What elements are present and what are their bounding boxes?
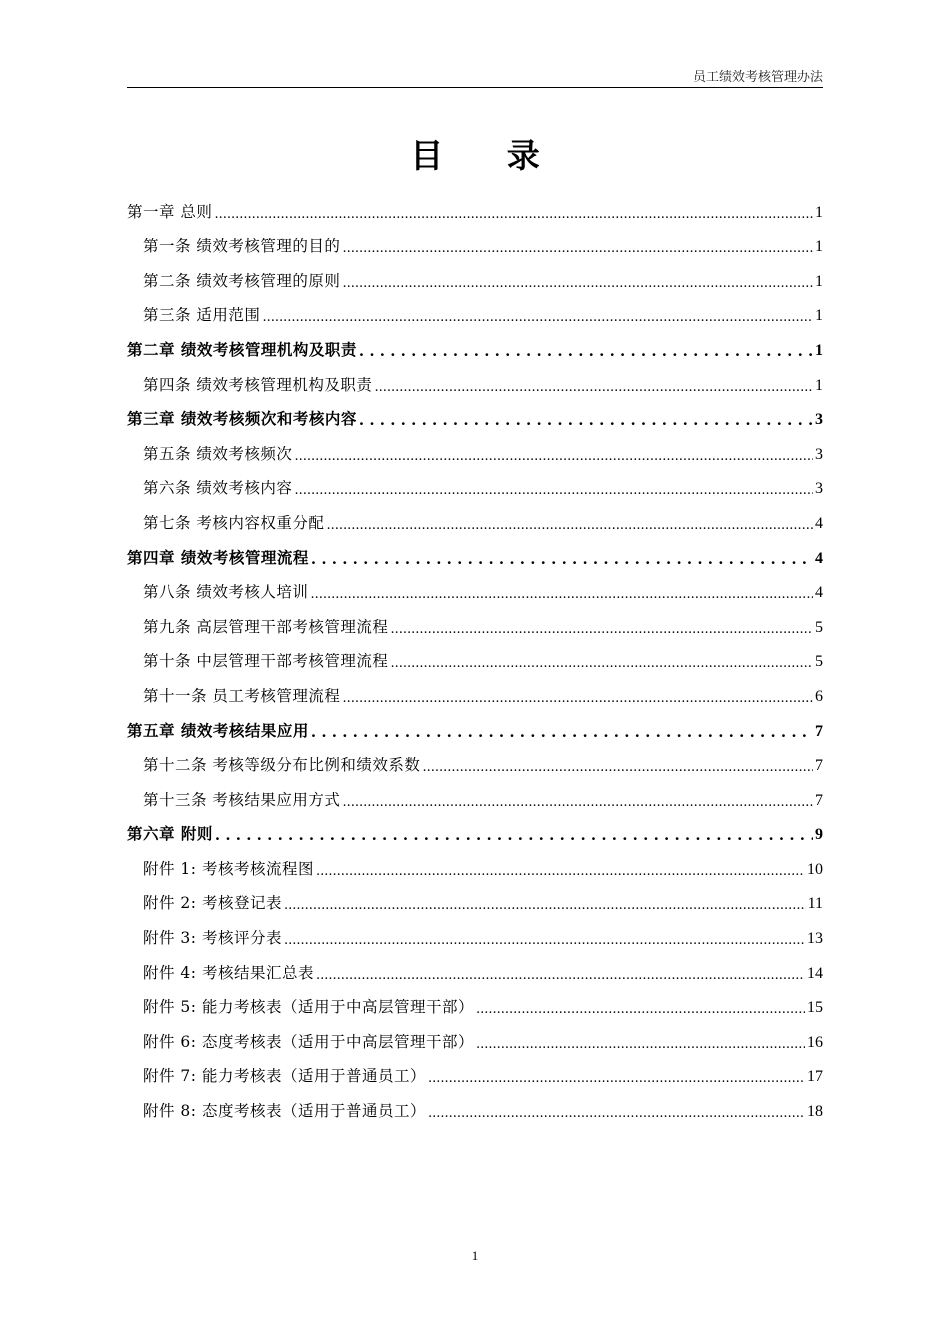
toc-entry-label: 附件 2: 考核登记表 [143, 894, 282, 913]
toc-chapter-entry[interactable] [127, 710, 823, 745]
toc-entry-page: 7 [815, 757, 823, 775]
toc-entry-label: 附件 3: 考核评分表 [143, 929, 282, 948]
toc-entry-page: 3 [815, 480, 823, 498]
toc-entry-label: 第八条 绩效考核人培训 [143, 583, 309, 602]
toc-entry-label: 第十二条 考核等级分布比例和绩效系数 [143, 756, 421, 775]
toc-entry-page: 1 [815, 203, 823, 221]
toc-entry-page: 3 [815, 445, 823, 463]
toc-entry-label: 第四章 绩效考核管理流程 [127, 547, 309, 567]
toc-entry-page: 17 [807, 1068, 823, 1086]
toc-entry[interactable] [127, 1056, 823, 1091]
toc-entry-label: 第三章 绩效考核频次和考核内容 [127, 409, 357, 429]
toc-entry-page: 13 [807, 930, 823, 948]
toc-dot-leader [428, 1103, 805, 1125]
toc-entry-page: 1 [815, 238, 823, 256]
toc-entry-label: 第一条 绩效考核管理的目的 [143, 237, 341, 256]
toc-dot-leader [284, 895, 806, 917]
toc-entry-label: 第四条 绩效考核管理机构及职责 [143, 375, 373, 394]
toc-entry-label: 第七条 考核内容权重分配 [143, 513, 325, 532]
toc-chapter-entry[interactable] [127, 329, 823, 364]
header-divider [127, 87, 823, 88]
toc-entry[interactable] [127, 260, 823, 295]
toc-dot-leader [311, 722, 813, 745]
toc-dot-leader [294, 446, 813, 468]
toc-entry[interactable] [127, 433, 823, 468]
toc-entry[interactable] [127, 779, 823, 814]
toc-entry[interactable] [127, 468, 823, 503]
toc-entry[interactable] [127, 606, 823, 641]
toc-dot-leader [294, 480, 813, 502]
toc-dot-leader [476, 1034, 805, 1056]
toc-entry[interactable] [127, 848, 823, 883]
toc-dot-leader [342, 238, 813, 260]
toc-chapter-entry[interactable] [127, 399, 823, 434]
toc-entry-page: 4 [815, 584, 823, 602]
toc-chapter-entry[interactable] [127, 537, 823, 572]
toc-dot-leader [359, 341, 813, 364]
toc-entry-page: 10 [807, 860, 823, 878]
toc-dot-leader [316, 965, 805, 987]
toc-entry-page: 16 [807, 1033, 823, 1051]
toc-entry-page: 15 [807, 999, 823, 1017]
toc-entry-page: 6 [815, 687, 823, 705]
toc-entry[interactable] [127, 502, 823, 537]
toc-entry[interactable] [127, 987, 823, 1022]
toc-entry[interactable] [127, 226, 823, 261]
toc-entry-label: 附件 6: 态度考核表（适用于中高层管理干部） [143, 1032, 474, 1051]
toc-entry-page: 11 [807, 895, 823, 913]
toc-entry[interactable] [127, 1090, 823, 1125]
toc-entry-page: 5 [815, 653, 823, 671]
toc-dot-leader [428, 1068, 805, 1090]
toc-dot-leader [476, 999, 805, 1021]
toc-dot-leader [215, 825, 813, 848]
toc-entry[interactable] [127, 641, 823, 676]
toc-entry-page: 7 [815, 791, 823, 809]
table-of-contents [127, 191, 823, 1125]
toc-entry-page: 4 [815, 549, 823, 567]
toc-dot-leader [390, 653, 813, 675]
toc-dot-leader [342, 273, 813, 295]
toc-dot-leader [359, 410, 813, 433]
toc-entry-label: 附件 7: 能力考核表（适用于普通员工） [143, 1067, 426, 1086]
page-title: 目 录 [410, 136, 566, 175]
toc-entry-label: 第一章 总则 [127, 202, 213, 221]
toc-dot-leader [390, 619, 813, 641]
toc-entry[interactable] [127, 952, 823, 987]
toc-dot-leader [342, 688, 813, 710]
toc-entry[interactable] [127, 572, 823, 607]
toc-entry-page: 1 [815, 376, 823, 394]
toc-entry-label: 第六条 绩效考核内容 [143, 479, 293, 498]
toc-dot-leader [310, 584, 813, 606]
toc-dot-leader [374, 377, 813, 399]
toc-entry-page: 9 [815, 826, 823, 844]
toc-entry[interactable] [127, 675, 823, 710]
running-header: 员工绩效考核管理办法 [692, 70, 823, 85]
toc-entry-label: 附件 5: 能力考核表（适用于中高层管理干部） [143, 998, 474, 1017]
toc-dot-leader [262, 307, 813, 329]
toc-entry[interactable] [127, 745, 823, 780]
toc-entry-page: 1 [815, 307, 823, 325]
toc-entry[interactable] [127, 364, 823, 399]
toc-dot-leader [214, 204, 813, 226]
toc-entry-label: 第十三条 考核结果应用方式 [143, 790, 341, 809]
toc-entry-label: 第五条 绩效考核频次 [143, 444, 293, 463]
toc-entry-page: 4 [815, 514, 823, 532]
toc-entry-page: 7 [815, 722, 823, 740]
toc-entry-label: 第十条 中层管理干部考核管理流程 [143, 652, 389, 671]
toc-entry[interactable] [127, 883, 823, 918]
toc-entry-page: 14 [807, 964, 823, 982]
toc-entry-label: 第六章 附则 [127, 824, 213, 844]
toc-entry-label: 第二条 绩效考核管理的原则 [143, 271, 341, 290]
toc-dot-leader [316, 861, 805, 883]
toc-entry-label: 附件 4: 考核结果汇总表 [143, 963, 314, 982]
toc-entry-label: 第九条 高层管理干部考核管理流程 [143, 617, 389, 636]
toc-entry-page: 1 [815, 272, 823, 290]
toc-dot-leader [422, 757, 813, 779]
toc-entry-label: 第二章 绩效考核管理机构及职责 [127, 339, 357, 359]
toc-dot-leader [311, 549, 813, 572]
page-number: 1 [471, 1248, 479, 1263]
toc-entry[interactable] [127, 1021, 823, 1056]
toc-entry[interactable] [127, 917, 823, 952]
toc-dot-leader [342, 792, 813, 814]
toc-chapter-entry[interactable] [127, 814, 823, 849]
toc-entry-page: 18 [807, 1103, 823, 1121]
toc-dot-leader [284, 930, 805, 952]
toc-entry-page: 5 [815, 618, 823, 636]
toc-entry-page: 1 [815, 341, 823, 359]
toc-entry-label: 附件 1: 考核考核流程图 [143, 859, 314, 878]
toc-entry-page: 3 [815, 411, 823, 429]
toc-dot-leader [326, 515, 813, 537]
toc-entry-label: 附件 8: 态度考核表（适用于普通员工） [143, 1102, 426, 1121]
toc-chapter-entry[interactable] [127, 191, 823, 226]
toc-entry-label: 第三条 适用范围 [143, 306, 261, 325]
toc-entry-label: 第五章 绩效考核结果应用 [127, 720, 309, 740]
toc-entry-label: 第十一条 员工考核管理流程 [143, 686, 341, 705]
toc-entry[interactable] [127, 295, 823, 330]
